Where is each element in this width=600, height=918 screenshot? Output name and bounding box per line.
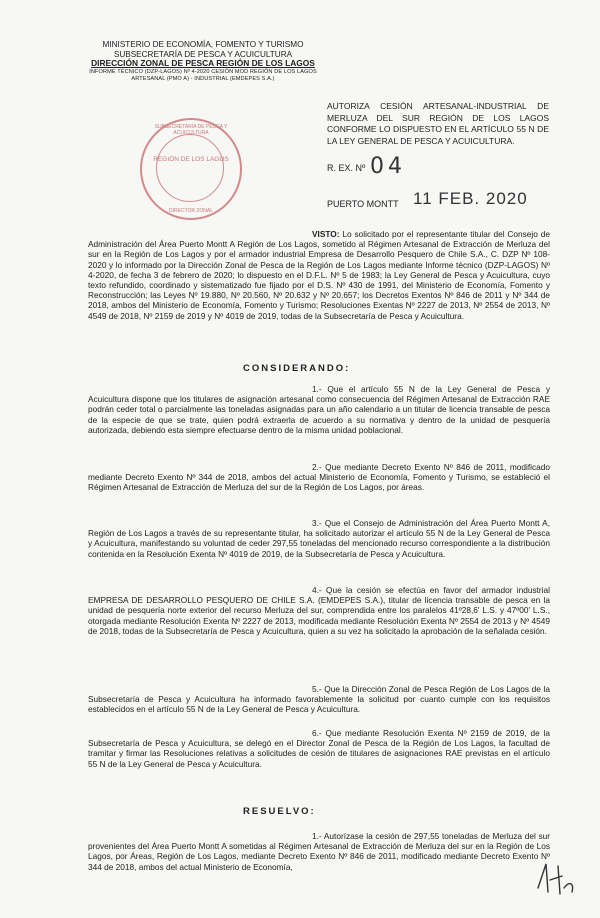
resolution-label: R. EX. Nº <box>327 163 366 173</box>
considerando-item-3: 3.- Que el Consejo de Administración del Área Puerto Montt A, Región de Los Lagos a través de su representante titular, ha solicitado autorizar el artículo 55 N de la Ley General de Pesca y Acuicultura, manifestando su voluntad de ceder 297,55 toneladas del mencionado recurso correspondiente a la distribución contenida en la Resolución Exenta Nº 4019 de 2019, de la Subsecretaría de Pesca y Acuicultura. <box>88 518 550 559</box>
considerando-item-5: 5.- Que la Dirección Zonal de Pesca Región de Los Lagos de la Subsecretaría de Pesca y Acuicultura ha informado favorablemente la solicitud por cuanto cumple con los requisitos establecidos en el artículo 55 N de la Ley General de Pesca y Acuicultura. <box>88 684 550 715</box>
considerando-item-2: 2.- Que mediante Decreto Exento Nº 846 de 2011, modificado mediante Decreto Exento Nº 344 de 2018, ambos del actual Ministerio de Economía, Fomento y Turismo, se estableció el Régimen Artesanal de Extracción de Merluza del sur de la Región de Los Lagos, por áreas. <box>88 462 550 493</box>
resuelvo-heading: RESUELVO: <box>243 806 316 817</box>
resolution-place: PUERTO MONTT <box>327 199 399 209</box>
considerando-item-1: 1.- Que el artículo 55 N de la Ley General de Pesca y Acuicultura dispone que los titulares de asignación artesanal como consecuencia del Régimen Artesanal de Extracción RAE podrán ceder total o parcialmente las toneladas asignadas para un año calendario a un titular de licencia transable de pesca de la especie de que se trate, quien podrá extraerla de acuerdo a su normativa y dentro de la unidad de pesquería autorizada, debiendo esta siempre efectuarse dentro de la misma unidad poblacional. <box>88 384 550 435</box>
resuelvo-item-1: 1.- Autorízase la cesión de 297,55 toneladas de Merluza del sur provenientes del Área Puerto Montt A sometidas al Régimen Artesanal de Extracción de Merluza del sur en la Región de Los Lagos, por Áreas, Región de Los Lagos, mediante Decreto Exento Nº 846 de 2011, modificado mediante Decreto Exento Nº 344 de 2018, ambos del actual Ministerio de Economía, <box>88 831 550 872</box>
seal-center-text: REGIÓN DE LOS LAGOS <box>153 156 229 163</box>
handwritten-initials <box>532 858 578 898</box>
considerando-item-4: 4.- Que la cesión se efectúa en favor del armador industrial EMPRESA DE DESARROLLO PESQUERO DE CHILE S.A. (EMDEPES S.A.), titular de licencia transable de pesca en la unidad de pesquería norte exterior del recurso Merluza del sur, comprendida entre los paralelos 41º28,6' L.S. y 47º00' L.S., otorgada mediante Resolución Exenta Nº 2227 de 2013, modificada mediante Resolución Exenta Nº 2554 de 2013 y Nº 4549 de 2018, todas de la Subsecretaría de Pesca y Acuicultura, quien a su vez ha solicitado la aprobación de la señalada cesión. <box>88 585 550 636</box>
ministry-name: MINISTERIO DE ECONOMÍA, FOMENTO Y TURISMO <box>102 40 304 49</box>
report-parties: ARTESANAL (PMO A) - INDUSTRIAL (EMDEPES S.A.) <box>131 75 275 82</box>
visto-paragraph <box>88 229 550 321</box>
resolution-date: 11 FEB. 2020 <box>413 189 528 208</box>
seal-ring-bottom-text: DIRECTOR ZONAL <box>168 208 214 214</box>
visto-lead: VISTO: <box>312 229 340 239</box>
resolution-number: 04 <box>370 154 406 179</box>
considerando-item-6: 6.- Que mediante Resolución Exenta Nº 2159 de 2019, de la Subsecretaría de Pesca y Acuicultura, se delegó en el Director Zonal de Pesca de la Región de Los Lagos, la facultad de tramitar y firmar las Resoluciones relativas a solicitudes de cesión de titulares de asignaciones RAE previstas en el artículo 55 N de la Ley General de Pesca y Acuicultura. <box>88 728 550 769</box>
considerando-heading: CONSIDERANDO: <box>243 363 351 374</box>
report-reference: INFORME TÉCNICO (DZP-LAGOS) Nº 4-2020 CESIÓN MOD REGIÓN DE LOS LAGOS <box>89 68 317 75</box>
visto-text: Lo solicitado por el representante titular del Consejo de Administración del Área Puerto Montt A Región de Los Lagos, sometido al Régimen Artesanal de Extracción de Merluza del sur en la Región de Los Lagos y por el armador industrial Empresa de Desarrollo Pesquero de Chile S.A., C. DZP Nº 108-2020 y lo informado por la Dirección Zonal de Pesca de la Región de Los Lagos mediante Informe técnico (DZP-LAGOS) Nº 4-2020, de fecha 3 de febrero de 2020; lo dispuesto en el D.F.L. Nº 5 de 1983; la Ley General de Pesca y Acuicultura, cuyo texto refundido, coordinado y sistematizado fue fijado por el D.S. Nº 430 de 1991, del Ministerio de Economía, Fomento y Reconstrucción; las Leyes Nº 19.880, Nº 20.560, Nº 20.632 y Nº 20.657; los Decretos Exentos Nº 846 de 2011 y Nº 344 de 2018, ambos del Ministerio de Economía, Fomento y Turismo; Resoluciones Exentas Nº 2227 de 2013, Nº 2554 de 2013, Nº 4549 de 2018, Nº 2159 de 2019 y Nº 4019 de 2019, todas de la Subsecretaría de Pesca y Acuicultura. <box>88 229 550 321</box>
official-seal <box>140 118 242 220</box>
seal-ring-top-text: SUBSECRETARÍA DE PESCA Y ACUICULTURA <box>154 124 228 136</box>
zonal-direction-name: DIRECCIÓN ZONAL DE PESCA REGIÓN DE LOS LAGOS <box>91 58 315 69</box>
letterhead <box>88 40 318 83</box>
seal-inner-ring <box>156 134 224 202</box>
subsecretariat-name: SUBSECRETARÍA DE PESCA Y ACUICULTURA <box>113 49 293 59</box>
resolution-subject: AUTORIZA CESIÓN ARTESANAL-INDUSTRIAL DE MERLUZA DEL SUR REGIÓN DE LOS LAGOS CONFORME LO DISPUESTO EN EL ARTÍCULO 55 N DE LA LEY GENERAL DE PESCA Y ACUICULTURA. <box>327 101 549 146</box>
